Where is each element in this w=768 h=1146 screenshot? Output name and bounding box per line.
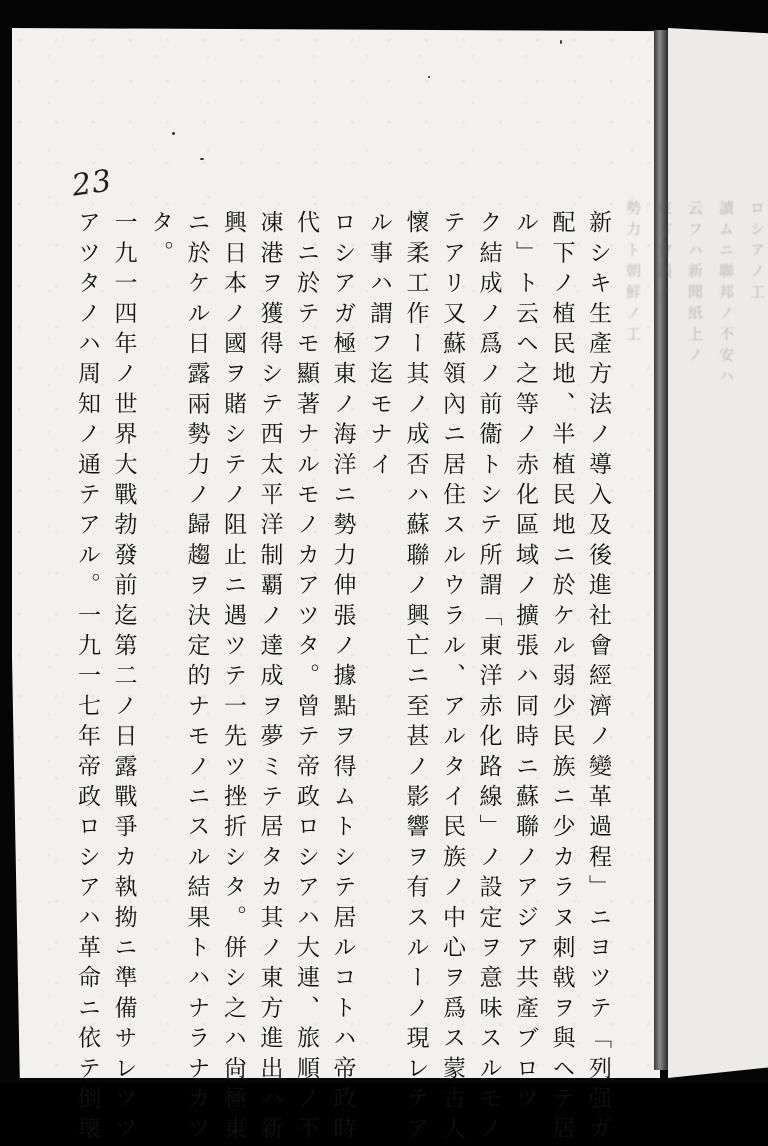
text-line: ク結成ノ爲ノ前衞トシテ所謂「東洋赤化路線」ノ設定ヲ意味スルモノ	[475, 210, 502, 1146]
text-line: ニ於ケル日露兩勢力ノ歸趨ヲ決定的ナモノニスル結果トハナラナカツ	[183, 210, 210, 1146]
facing-page-bleed-through	[624, 200, 768, 620]
scan-speck	[428, 76, 430, 78]
text-line: 興日本ノ國ヲ賭シテノ阻止ニ遇ツテ一先ツ挫折シタ。併シ之ハ尙極東	[220, 210, 246, 1146]
bleed-line: ロシアノ工	[748, 200, 766, 305]
vertical-text-body	[74, 210, 616, 1146]
text-line: ル」ト云ヘ之等ノ赤化區域ノ擴張ハ同時ニ蘇聯ノアジア共產ブロツ	[512, 210, 538, 1116]
text-line: 凍港ヲ獲得シテ西太平洋制覇ノ達成ヲ夢ミテ居タカ其ノ東方進出ハ新	[256, 210, 283, 1146]
bleed-line: 云フハ新聞紙上ノ	[686, 200, 704, 368]
text-line: 配下ノ植民地、半植民地ニ於ケル弱少民族ニ少カラヌ刺戟ヲ與ヘテ居	[548, 210, 575, 1146]
text-line: 一九一四年ノ世界大戰勃發前迄第二ノ日露戰爭カ執拗ニ準備サレツツ	[110, 210, 137, 1146]
text-line: タ。	[147, 210, 173, 271]
bleed-line: 讀ムニ聯邦ノ不安ハ	[717, 200, 735, 389]
scan-speck	[200, 158, 204, 160]
scan-speck	[172, 132, 175, 135]
scan-speck	[560, 40, 562, 44]
text-line: ル事ハ謂フ迄モナイ	[366, 210, 392, 482]
bleed-line: 東方會議ノ	[655, 200, 673, 305]
bleed-line: 勢力ト朝鮮ノ工	[624, 200, 642, 347]
text-line: テアリ又蘇領內ニ居住スルウラル、アルタイ民族ノ中心ヲ爲ス蒙古人	[439, 210, 465, 1146]
text-line: 新シキ生產方法ノ導入及後進社會經濟ノ變革過程」ニヨツテ「列强ガ	[585, 210, 611, 1146]
text-line: アツタノハ周知ノ通テアル。一九一七年帝政ロシアハ革命ニ依テ倒壞	[74, 210, 100, 1146]
text-line: 懷柔工作ー其ノ成否ハ蘇聯ノ興亡ニ至甚ノ影響ヲ有スルーノ現レテア	[402, 210, 429, 1146]
handwritten-page-number: 23	[69, 163, 115, 204]
text-line: 代ニ於テモ顯著ナルモノカアツタ。曾テ帝政ロシアハ大連、旅順ノ不	[293, 210, 319, 1146]
text-line: ロシアガ極東ノ海洋ニ勢力伸張ノ據點ヲ得ムトシテ居ルコトハ帝政時	[329, 210, 356, 1146]
